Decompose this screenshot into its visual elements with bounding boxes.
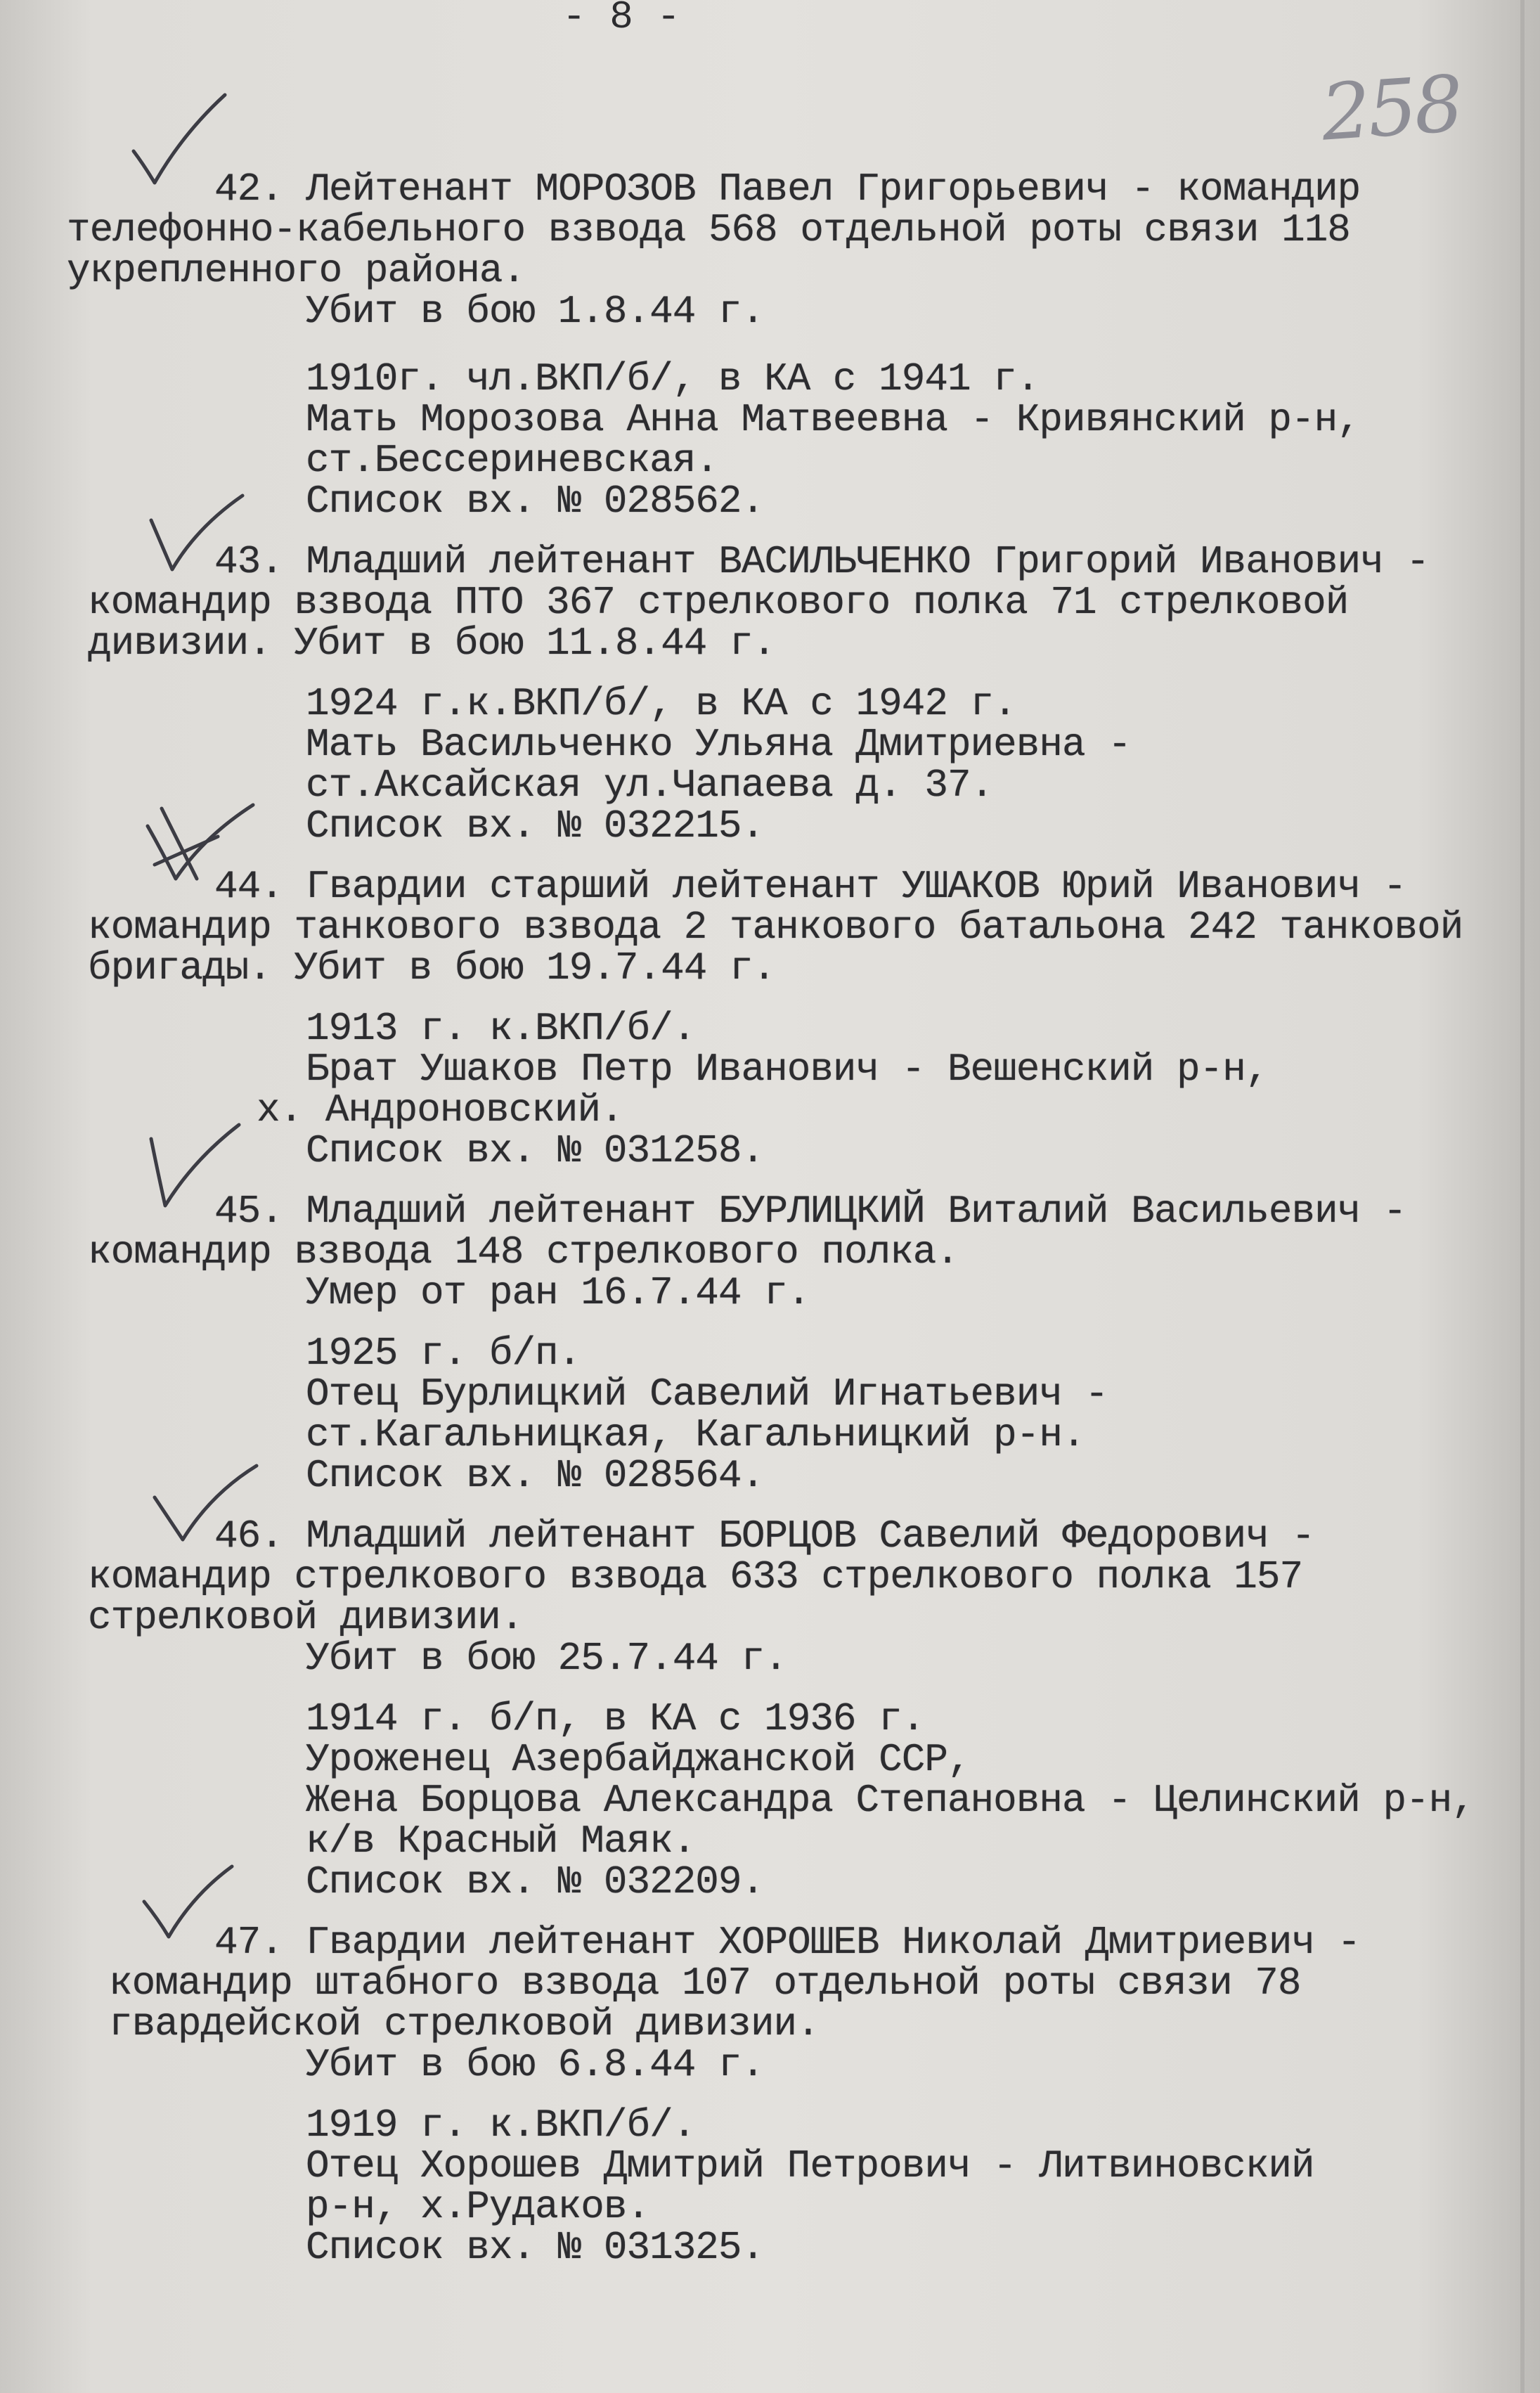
entry-line: гвардейской стрелковой дивизии. bbox=[109, 2001, 820, 2046]
entry-line: Список вх. № 031325. bbox=[306, 2225, 765, 2270]
entry-line: Брат Ушаков Петр Иванович - Вешенский р-н, bbox=[306, 1047, 1269, 1092]
entry-line: командир взвода ПТО 367 стрелкового полка 71 стрелковой bbox=[88, 580, 1349, 625]
entry-line: укрепленного района. bbox=[67, 248, 526, 293]
entry-line: командир танкового взвода 2 танкового батальона 242 танковой bbox=[88, 905, 1463, 950]
entry-line: Отец Хорошев Дмитрий Петрович - Литвиновский bbox=[306, 2143, 1314, 2188]
entry-line: Мать Васильченко Ульяна Дмитриевна - bbox=[306, 722, 1131, 767]
entry-line: Список вх. № 028564. bbox=[306, 1453, 765, 1498]
entry-line: Список вх. № 032215. bbox=[306, 804, 765, 849]
entry-line: телефонно-кабельного взвода 568 отдельной роты связи 118 bbox=[67, 207, 1350, 252]
entry-line: 1919 г. к.ВКП/б/. bbox=[306, 2103, 696, 2148]
page-fold-edge bbox=[1520, 0, 1525, 2393]
entry-line: Список вх. № 031258. bbox=[306, 1128, 765, 1173]
entry-line: Отец Бурлицкий Савелий Игнатьевич - bbox=[306, 1372, 1108, 1417]
archive-number-handwritten: 258 bbox=[1318, 58, 1464, 158]
entry-line: Умер от ран 16.7.44 г. bbox=[306, 1270, 810, 1315]
entry-line: стрелковой дивизии. bbox=[88, 1595, 524, 1640]
entry-line: ст.Кагальницкая, Кагальницкий р-н. bbox=[306, 1412, 1085, 1457]
entry-line: 1914 г. б/п, в КА с 1936 г. bbox=[306, 1696, 925, 1741]
page-number: - 8 - bbox=[562, 0, 681, 39]
entry-line: 42. Лейтенант МОРОЗОВ Павел Григорьевич - командир bbox=[214, 167, 1361, 212]
entry-line: Убит в бою 25.7.44 г. bbox=[306, 1636, 787, 1681]
entry-line: 43. Младший лейтенант ВАСИЛЬЧЕНКО Григорий Иванович - bbox=[214, 539, 1430, 584]
entry-line: Убит в бою 1.8.44 г. bbox=[306, 289, 765, 334]
entry-line: 1910г. чл.ВКП/б/, в КА с 1941 г. bbox=[306, 356, 1040, 401]
entry-line: Мать Морозова Анна Матвеевна - Кривянский р-н, bbox=[306, 397, 1360, 442]
entry-line: бригады. Убит в бою 19.7.44 г. bbox=[88, 946, 776, 991]
entry-line: Жена Борцова Александра Степановна - Целинский р-н, bbox=[306, 1778, 1475, 1823]
entry-line: х. Андроновский. bbox=[257, 1088, 623, 1133]
entry-line: 47. Гвардии лейтенант ХОРОШЕВ Николай Дмитриевич - bbox=[214, 1920, 1361, 1965]
entry-line: р-н, х.Рудаков. bbox=[306, 2184, 650, 2229]
entry-line: Уроженец Азербайджанской ССР, bbox=[306, 1737, 971, 1782]
entry-line: Список вх. № 032209. bbox=[306, 1859, 765, 1904]
entry-line: 1924 г.к.ВКП/б/, в КА с 1942 г. bbox=[306, 681, 1016, 726]
entry-line: 44. Гвардии старший лейтенант УШАКОВ Юрий Иванович - bbox=[214, 864, 1406, 909]
entry-line: 46. Младший лейтенант БОРЦОВ Савелий Федорович - bbox=[214, 1514, 1315, 1559]
entry-line: Убит в бою 6.8.44 г. bbox=[306, 2042, 765, 2087]
entry-line: дивизии. Убит в бою 11.8.44 г. bbox=[88, 621, 776, 666]
entry-line: ст.Бессериневская. bbox=[306, 438, 718, 483]
entry-line: ст.Аксайская ул.Чапаева д. 37. bbox=[306, 763, 994, 808]
entry-line: 1925 г. б/п. bbox=[306, 1331, 581, 1376]
entry-line: Список вх. № 028562. bbox=[306, 479, 765, 524]
entry-line: командир взвода 148 стрелкового полка. bbox=[88, 1230, 959, 1275]
entry-line: командир стрелкового взвода 633 стрелкового полка 157 bbox=[88, 1554, 1303, 1599]
entry-line: к/в Красный Маяк. bbox=[306, 1819, 696, 1864]
entry-line: 1913 г. к.ВКП/б/. bbox=[306, 1006, 696, 1051]
entry-line: командир штабного взвода 107 отдельной роты связи 78 bbox=[109, 1961, 1301, 2006]
entry-line: 45. Младший лейтенант БУРЛИЦКИЙ Виталий Васильевич - bbox=[214, 1189, 1406, 1234]
